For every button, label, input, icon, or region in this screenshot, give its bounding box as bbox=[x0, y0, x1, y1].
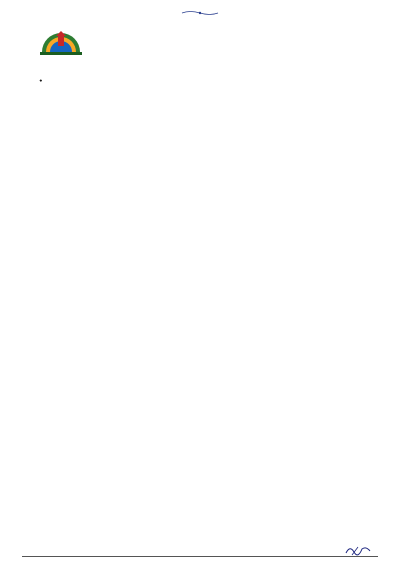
kingdom-header bbox=[22, 10, 378, 16]
initials-signature-icon bbox=[344, 543, 372, 557]
ministry-branding bbox=[22, 22, 152, 60]
ministry-logo-icon bbox=[36, 22, 86, 60]
letterhead bbox=[22, 10, 378, 72]
ornament-divider-icon bbox=[180, 10, 220, 16]
page-footer bbox=[22, 556, 378, 559]
